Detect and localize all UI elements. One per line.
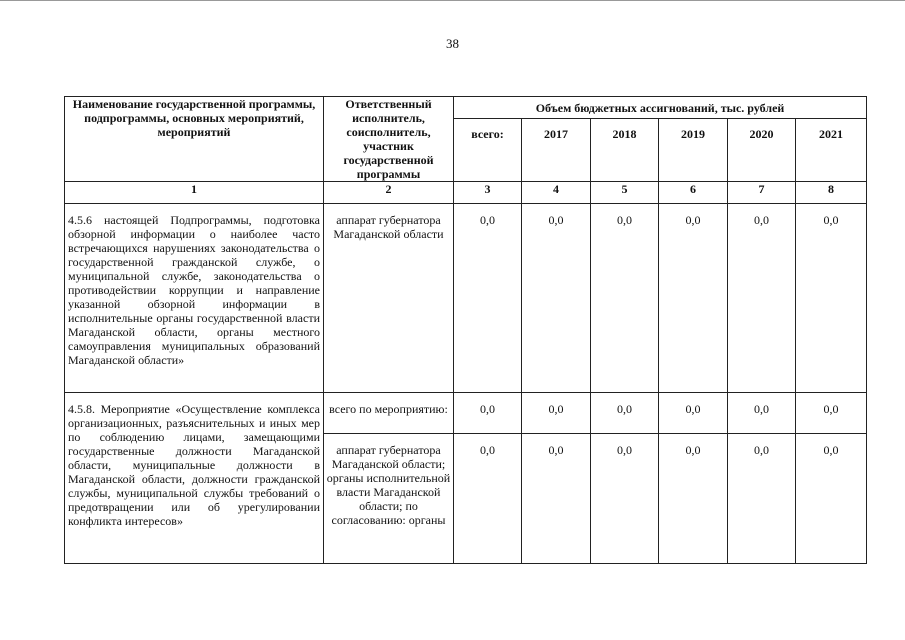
page-number: 38 [446,36,459,51]
value-cell: 0,0 [522,434,591,564]
header-budget-volume: Объем бюджетных ассигнований, тыс. рублей [454,97,867,119]
value-cell: 0,0 [659,393,728,434]
column-number: 7 [728,182,796,204]
header-program-name: Наименование государственной программы, подпрограммы, основных мероприятий, мероприятий [65,97,324,182]
header-year: 2018 [591,119,659,182]
value-cell: 0,0 [591,204,659,393]
column-number: 8 [796,182,867,204]
column-number: 4 [522,182,591,204]
row-responsible: аппарат губернатора Магаданской области; органы исполнительной власти Магаданской области; по согласованию: органы [324,434,454,564]
value-cell: 0,0 [796,393,867,434]
value-cell: 0,0 [728,393,796,434]
column-number: 1 [65,182,324,204]
value-cell: 0,0 [454,393,522,434]
value-cell: 0,0 [728,204,796,393]
table-row [65,393,867,434]
value-cell: 0,0 [659,204,728,393]
column-number: 3 [454,182,522,204]
header-row [65,97,867,119]
row-responsible: аппарат губернатора Магаданской области [324,204,454,393]
value-cell: 0,0 [454,204,522,393]
row-description: 4.5.8. Мероприятие «Осуществление комплекса организационных, разъяснительных и иных мер по соблюдению лицами, замещающими государственные должности Магаданской области, муниципальные должности в Магаданской области, должности гражданской службы, муниципальной службы требований о предотвращении или об урегулировании конфликта интересов» [65,393,324,564]
column-number-row [65,182,867,204]
header-year: 2021 [796,119,867,182]
header-year: 2019 [659,119,728,182]
value-cell: 0,0 [522,393,591,434]
value-cell: 0,0 [522,204,591,393]
value-cell: 0,0 [659,434,728,564]
table-row [65,204,867,393]
header-year: 2017 [522,119,591,182]
header-year: 2020 [728,119,796,182]
value-cell: 0,0 [796,204,867,393]
row-description: 4.5.6 настоящей Подпрограммы, подготовка обзорной информации о наиболее часто встречающихся нарушениях законодательства о государственной гражданской службе, о муниципальной службе, законодательства о противодействии коррупции и направление указанной обзорной информации в исполнительные органы государственной власти Магаданской области, органы местного самоуправления муниципальных образований Магаданской области» [65,204,324,393]
value-cell: 0,0 [591,434,659,564]
column-number: 6 [659,182,728,204]
top-rule [0,0,905,1]
header-responsible: Ответственный исполнитель, соисполнитель, участник государственной программы [324,97,454,182]
column-number: 5 [591,182,659,204]
row-responsible: всего по мероприятию: [324,393,454,434]
value-cell: 0,0 [454,434,522,564]
value-cell: 0,0 [591,393,659,434]
value-cell: 0,0 [796,434,867,564]
column-number: 2 [324,182,454,204]
budget-table [64,96,867,564]
header-total: всего: [454,119,522,182]
value-cell: 0,0 [728,434,796,564]
